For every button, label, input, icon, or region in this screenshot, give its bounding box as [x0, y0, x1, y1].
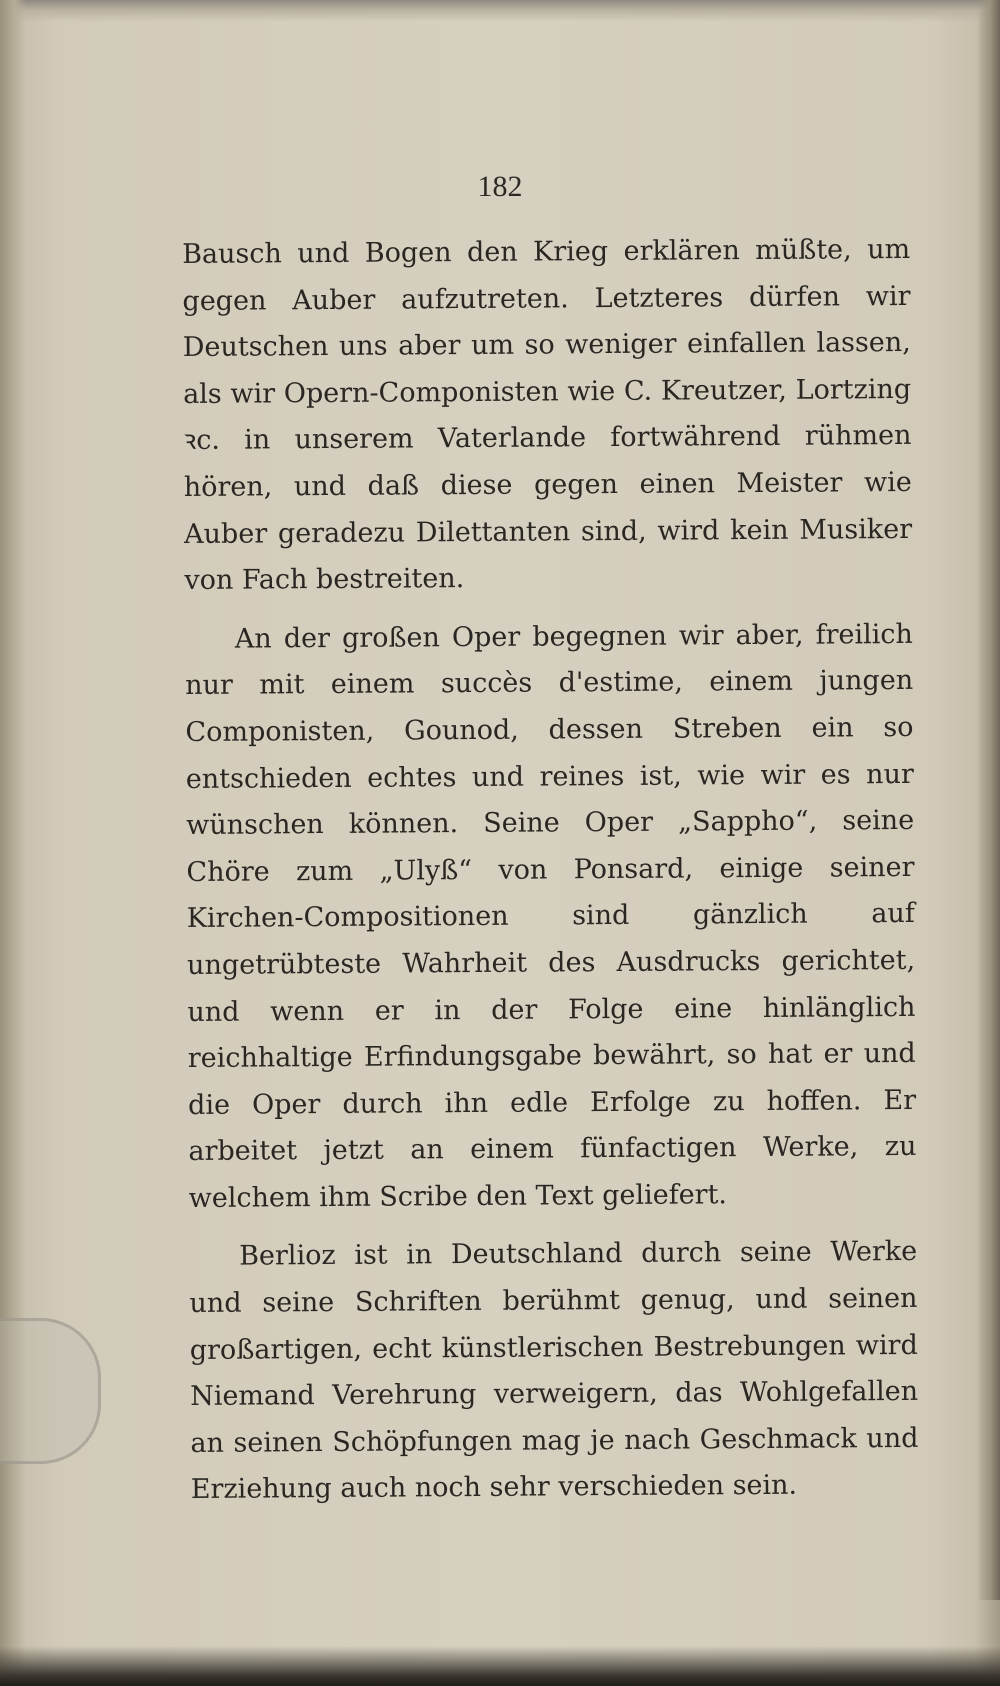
page-right-edge [978, 0, 1000, 1600]
page-top-edge [0, 0, 1000, 22]
page-clip [0, 1318, 101, 1464]
page-bottom-edge [0, 1646, 1000, 1686]
paragraph-2: An der großen Oper begegnen wir aber, freilich nur mit einem succès d'estime, einem jungen Componisten, Gounod, dessen Streben ein so entschieden echtes und reines ist, wie wir es nur wünschen können. Seine Oper „Sappho“, seine Chöre zum „Ulyß“ von Ponsard, einige seiner Kirchen-Compositionen sind gänzlich auf ungetrübteste Wahrheit des Ausdrucks gerichtet, und wenn er in der Folge eine hinlänglich reichhaltige Erfindungsgabe bewährt, so hat er und die Oper durch ihn edle Erfolge zu hoffen. Er arbeitet jetzt an einem fünfactigen Werke, zu welchem ihm Scribe den Text geliefert. [185, 618, 917, 1214]
body-text [182, 227, 919, 1514]
page-number: 182 [477, 170, 523, 203]
paragraph-1: Bausch und Bogen den Krieg erklären müßte, um gegen Auber aufzutreten. Letzteres dürfen wir Deutschen uns aber um so weniger einfallen lassen, als wir Opern-Componisten wie C. Kreutzer, Lortzing ꝛc. in unserem Vaterlande fortwährend rühmen hören, und daß diese gegen einen Meister wie Auber geradezu Dilettanten sind, wird kein Musiker von Fach bestreiten. [182, 233, 913, 597]
paragraph-3: Berlioz ist in Deutschland durch seine Werke und seine Schriften berühmt genug, und seinen großartigen, echt künstlerischen Bestrebungen wird Niemand Verehrung verweigern, das Wohlgefallen an seinen Schöpfungen mag je nach Geschmack und Erziehung auch noch sehr verschieden sein. [189, 1236, 919, 1506]
